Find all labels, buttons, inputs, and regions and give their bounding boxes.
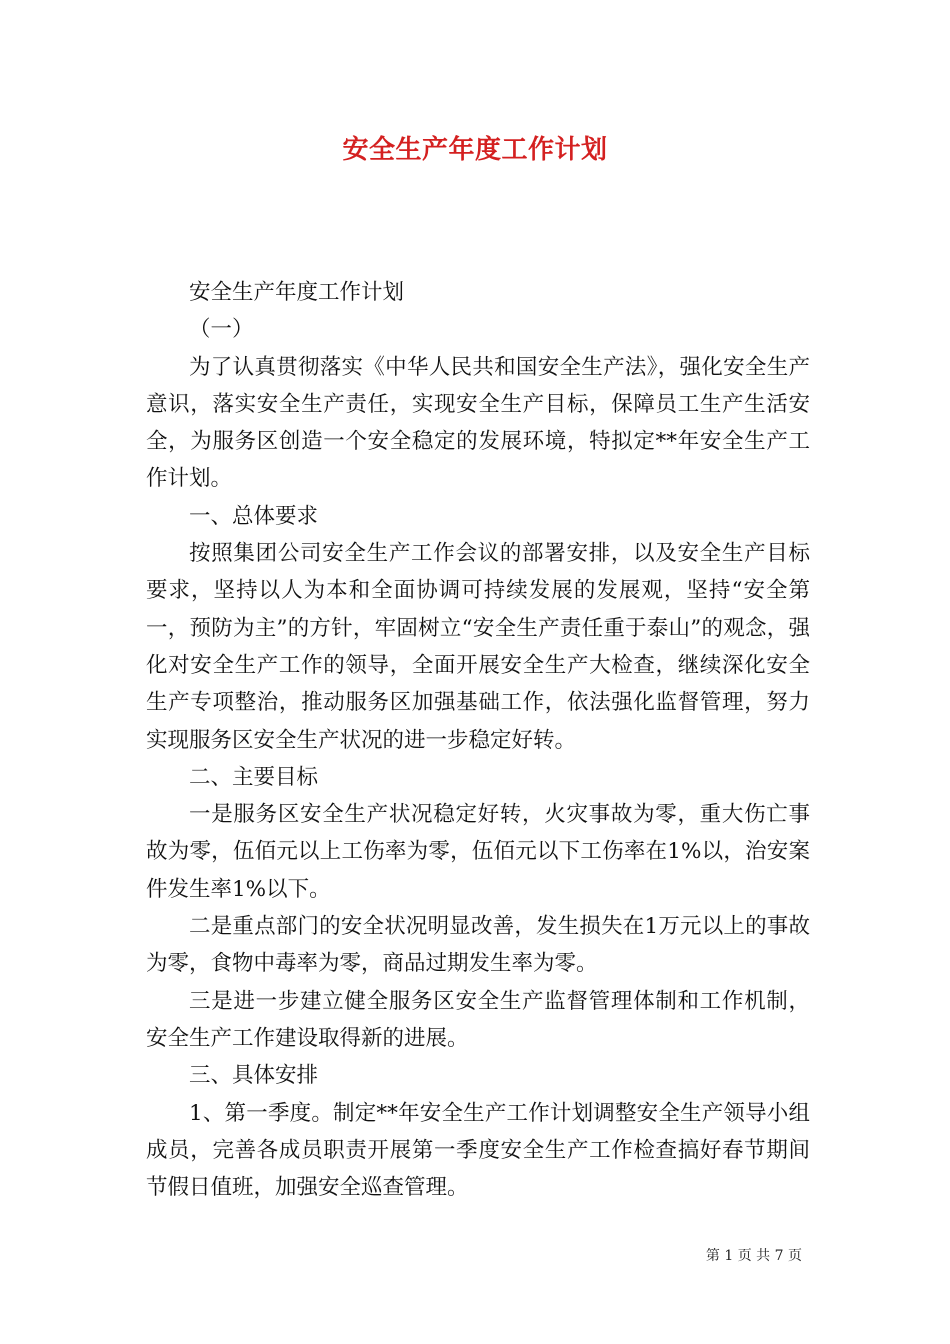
document-title: 安全生产年度工作计划 xyxy=(342,135,608,165)
paragraph-target-three: 三是进一步建立健全服务区安全生产监督管理体制和工作机制，安全生产工作建设取得新的进展。 xyxy=(146,988,810,1051)
paragraph-overall-requirements: 按照集团公司安全生产工作会议的部署安排，以及安全生产目标要求，坚持以人为本和全面协调可持续发展的发展观，坚持“安全第一，预防为主”的方针，牢固树立“安全生产责任重于泰山”的观念，强化对安全生产工作的领导，全面开展安全生产大检查，继续深化安全生产专项整治，推动服务区加强基础工作，依法强化监督管理，努力实现服务区安全生产状况的进一步稳定好转。 xyxy=(146,541,810,753)
page-number-footer: 第 1 页 共 7 页 xyxy=(705,1248,802,1264)
section-heading-overall-requirements: 一、总体要求 xyxy=(189,503,319,529)
paragraph-first-quarter: 1、第一季度。制定**年安全生产工作计划调整安全生产领导小组成员，完善各成员职责开展第一季度安全生产工作检查搞好春节期间节假日值班，加强安全巡查管理。 xyxy=(146,1100,810,1201)
paragraph-target-two: 二是重点部门的安全状况明显改善，发生损失在1万元以上的事故为零，食物中毒率为零，商品过期发生率为零。 xyxy=(146,914,810,977)
section-heading-arrangements: 三、具体安排 xyxy=(189,1063,319,1089)
paragraph-heading: 安全生产年度工作计划 xyxy=(189,280,405,305)
section-heading-main-targets: 二、主要目标 xyxy=(189,764,319,790)
paragraph-intro: 为了认真贯彻落实《中华人民共和国安全生产法》，强化安全生产意识，落实安全生产责任，实现安全生产目标，保障员工生产生活安全，为服务区创造一个安全稳定的发展环境，特拟定**年安全生产工作计划。 xyxy=(146,354,810,492)
paragraph-section-number: （一） xyxy=(189,317,254,343)
paragraph-target-one: 一是服务区安全生产状况稳定好转，火灾事故为零，重大伤亡事故为零，伍佰元以上工伤率为零，伍佰元以下工伤率在1%以，治安案件发生率1%以下。 xyxy=(146,802,810,902)
document-body xyxy=(146,274,810,1206)
